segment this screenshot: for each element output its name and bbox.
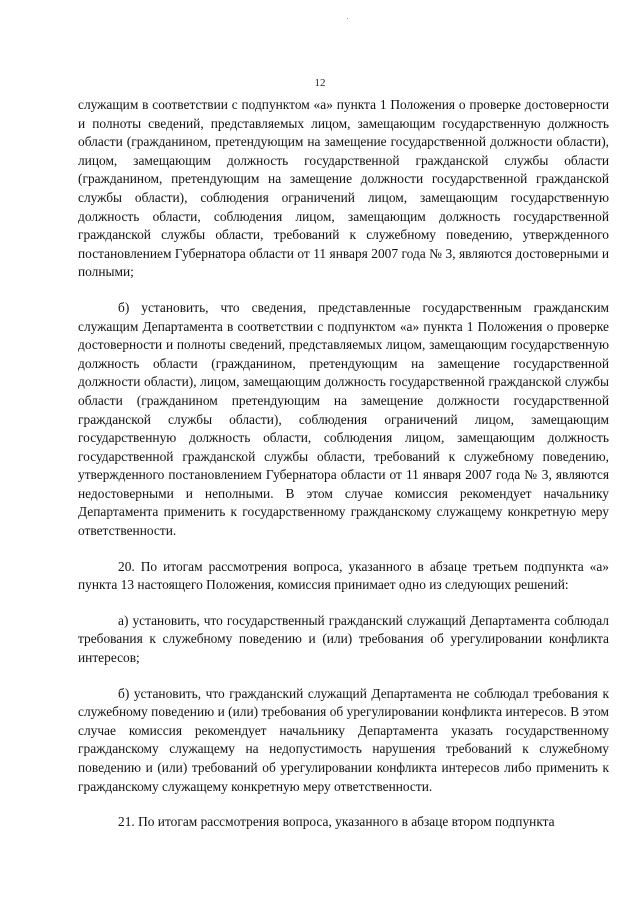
page-number: 12 — [314, 77, 326, 89]
paragraph-clause-b-conflict: б) установить, что гражданский служащий Департамента не соблюдал требования к служебному поведению и (или) требования об урегулировании конфликта интересов. В этом случае комиссия рекомендует начальнику Департамента указать государственному гражданскому служащему на недопустимость нарушения требований к служебному поведению и (или) требований об урегулировании конфликта интересов либо применить к гражданскому служащему конкретную меру ответственности. — [78, 685, 609, 794]
document-body — [78, 96, 609, 832]
paragraph-clause-b-info: б) установить, что сведения, представленные государственным гражданским служащим Департамента в соответствии с подпунктом «а» пункта 1 Положения о проверке достоверности и полноты сведений, представляемых лицом, замещающим государственную должность области (гражданином, претендующим на замещение государственной должности области), лицом, замещающим должность государственной гражданской службы области (гражданином претендующим на замещение должности государственной гражданской службы области), соблюдения ограничений лицом, замещающим государственную должность области, соблюдения лицом, замещающим должность государственной гражданской службы области, требований к служебному поведению, утвержденного постановлением Губернатора области от 11 января 2007 года № 3, являются недостоверными и неполными. В этом случае комиссия рекомендует начальнику Департамента применить к государственному гражданскому служащему конкретную меру ответственности. — [78, 299, 609, 539]
paragraph-continuation: служащим в соответствии с подпунктом «а» пункта 1 Положения о проверке достоверности и полноты сведений, представляемых лицом, замещающим государственную должность области (гражданином, претендующим на замещение государственной должности области), лицом, замещающим должность государственной гражданской службы области (гражданином, претендующим на замещение должности государственной гражданской службы области), соблюдения ограничений лицом, замещающим государственную должность области, соблюдения лицом, замещающим должность государственной гражданской службы области, требований к служебному поведению, утвержденного постановлением Губернатора области от 11 января 2007 года № 3, являются достоверными и полными; — [78, 97, 609, 280]
paragraph-clause-a-conflict: а) установить, что государственный гражданский служащий Департамента соблюдал требования к служебному поведению и (или) требования об урегулировании конфликта интересов; — [78, 612, 609, 666]
paragraph-item-20: 20. По итогам рассмотрения вопроса, указанного в абзаце третьем подпункта «а» пункта 13 настоящего Положения, комиссия принимает одно из следующих решений: — [78, 558, 609, 593]
scan-speck — [347, 18, 348, 19]
paragraph-item-21: 21. По итогам рассмотрения вопроса, указанного в абзаце втором подпункта — [118, 814, 555, 830]
